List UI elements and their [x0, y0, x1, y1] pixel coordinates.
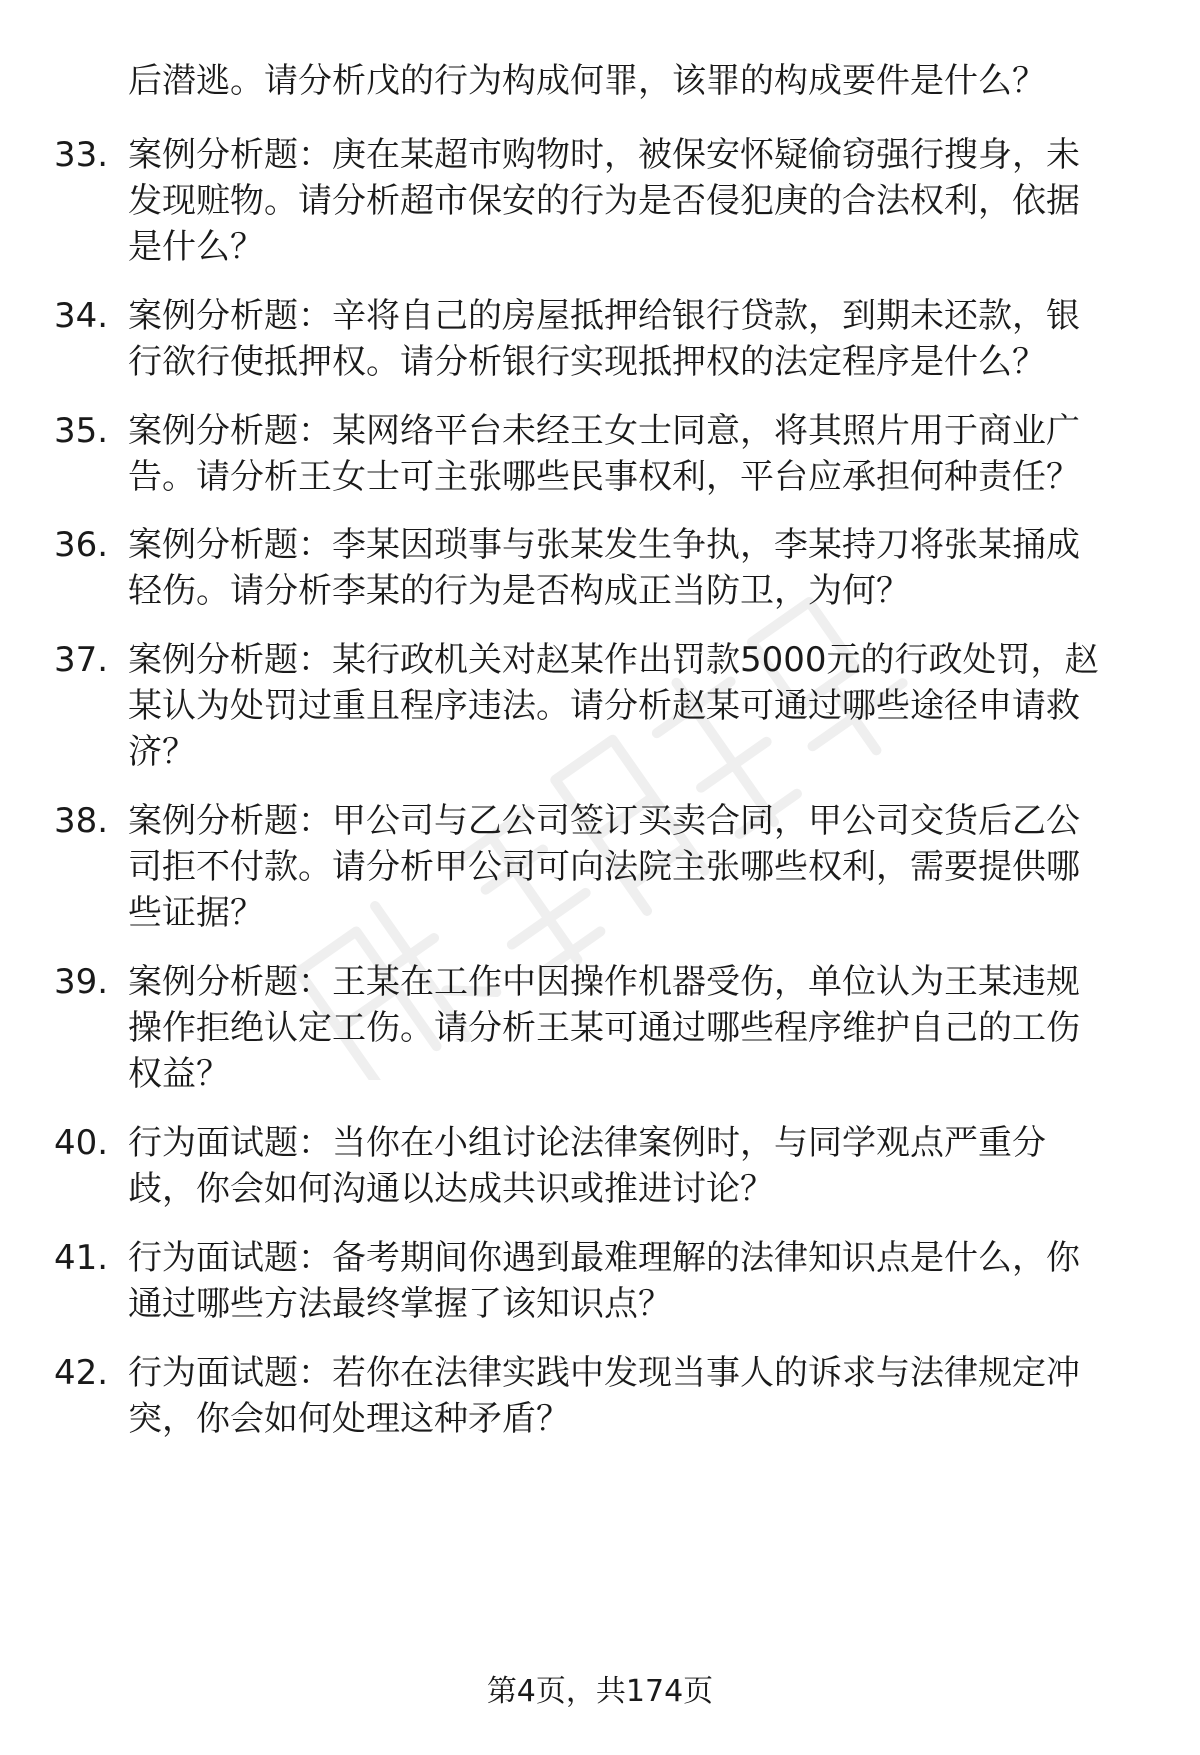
question-line: 是什么？ [128, 227, 264, 267]
question-line: 歧，你会如何沟通以达成共识或推进讨论？ [128, 1169, 774, 1209]
question-number: 38. [54, 801, 109, 841]
question-line: 行欲行使抵押权。请分析银行实现抵押权的法定程序是什么？ [128, 342, 1046, 382]
question-line: 行为面试题：若你在法律实践中发现当事人的诉求与法律规定冲 [128, 1353, 1080, 1393]
question-line: 司拒不付款。请分析甲公司可向法院主张哪些权利，需要提供哪 [128, 847, 1080, 887]
question-line: 案例分析题：李某因琐事与张某发生争执，李某持刀将张某捅成 [128, 525, 1080, 565]
question-text [128, 293, 1148, 385]
question-line: 案例分析题：某网络平台未经王女士同意，将其照片用于商业广 [128, 411, 1080, 451]
question-number: 34. [54, 296, 109, 336]
question-line: 案例分析题：某行政机关对赵某作出罚款5000元的行政处罚，赵 [128, 640, 1099, 680]
question-text [128, 1120, 1148, 1212]
question-line: 案例分析题：甲公司与乙公司签订买卖合同，甲公司交货后乙公 [128, 801, 1080, 841]
question-number: 42. [54, 1353, 109, 1393]
question-line: 权益？ [128, 1054, 230, 1094]
question-text [128, 1235, 1148, 1327]
question-text [128, 408, 1148, 500]
question-number: 36. [54, 525, 109, 565]
question-line: 通过哪些方法最终掌握了该知识点？ [128, 1284, 672, 1324]
question-number: 35. [54, 411, 109, 451]
question-line: 某认为处罚过重且程序违法。请分析赵某可通过哪些途径申请救 [128, 686, 1080, 726]
question-line: 告。请分析王女士可主张哪些民事权利，平台应承担何种责任？ [128, 457, 1080, 497]
question-line: 突，你会如何处理这种矛盾？ [128, 1399, 570, 1439]
question-line: 案例分析题：王某在工作中因操作机器受伤，单位认为王某违规 [128, 962, 1080, 1002]
question-text [128, 1350, 1148, 1442]
question-text [128, 132, 1148, 270]
question-text [128, 959, 1148, 1097]
question-text [128, 798, 1148, 936]
question-line: 案例分析题：辛将自己的房屋抵押给银行贷款，到期未还款，银 [128, 296, 1080, 336]
question-line: 轻伤。请分析李某的行为是否构成正当防卫，为何？ [128, 571, 910, 611]
question-text [128, 522, 1148, 614]
question-line: 案例分析题：庚在某超市购物时，被保安怀疑偷窃强行搜身，未 [128, 135, 1080, 175]
page-number-footer: 第4页，共174页 [486, 1674, 714, 1709]
question-line: 些证据？ [128, 893, 264, 933]
question-line: 济？ [128, 732, 196, 772]
continuation-text: 后潜逃。请分析戊的行为构成何罪，该罪的构成要件是什么？ [128, 61, 1046, 101]
question-number: 41. [54, 1238, 109, 1278]
question-number: 37. [54, 640, 109, 680]
question-number: 40. [54, 1123, 109, 1163]
question-number: 33. [54, 135, 109, 175]
question-line: 发现赃物。请分析超市保安的行为是否侵犯庚的合法权利，依据 [128, 181, 1080, 221]
question-number: 39. [54, 962, 109, 1002]
question-line: 行为面试题：当你在小组讨论法律案例时，与同学观点严重分 [128, 1123, 1046, 1163]
question-line: 行为面试题：备考期间你遇到最难理解的法律知识点是什么，你 [128, 1238, 1080, 1278]
question-text [128, 637, 1148, 775]
question-line: 操作拒绝认定工伤。请分析王某可通过哪些程序维护自己的工伤 [128, 1008, 1080, 1048]
